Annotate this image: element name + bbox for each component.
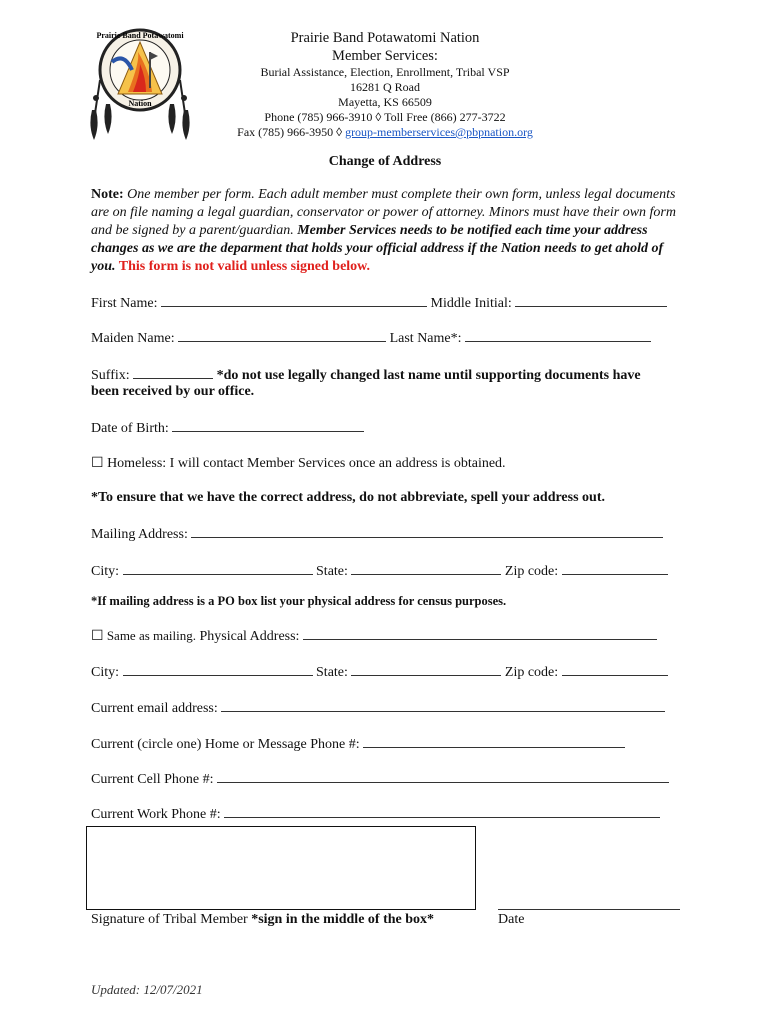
note-warning: This form is not valid unless signed below.	[115, 259, 371, 274]
note-label: Note:	[91, 187, 124, 202]
department: Member Services:	[332, 48, 438, 64]
first-name-label: First Name:	[91, 296, 158, 311]
email-label: Current email address:	[91, 701, 218, 716]
name-row	[91, 294, 680, 312]
zip-field-2[interactable]	[562, 663, 668, 676]
work-row	[91, 805, 680, 823]
state-label-2: State:	[316, 665, 348, 680]
date-line[interactable]	[498, 909, 680, 910]
note-bold: Member Services needs to be notified each time your address changes as we are the deparment that holds your official address if the Nation needs to get ahold of you.	[91, 223, 664, 274]
mailing-address-field[interactable]	[191, 525, 663, 538]
dob-field[interactable]	[172, 419, 364, 432]
city-field[interactable]	[123, 562, 313, 575]
homeless-label: Homeless: I will contact Member Services once an address is obtained.	[103, 456, 506, 471]
dob-row	[91, 419, 680, 437]
cell-row	[91, 770, 680, 788]
suffix-field[interactable]	[133, 366, 213, 379]
zip-label-2: Zip code:	[504, 665, 559, 680]
maiden-name-label: Maiden Name:	[91, 331, 175, 346]
updated-date: Updated: 12/07/2021	[91, 982, 203, 997]
suffix-label: Suffix:	[91, 368, 130, 383]
services-list: Burial Assistance, Election, Enrollment, Tribal VSP	[260, 65, 510, 79]
address-instruction: *To ensure that we have the correct address, do not abbreviate, spell your address out.	[91, 490, 605, 505]
state-field[interactable]	[351, 562, 501, 575]
first-name-field[interactable]	[161, 294, 427, 307]
state-field-2[interactable]	[351, 663, 501, 676]
phone-line: Phone (785) 966-3910 ◊ Toll Free (866) 277-3722	[264, 110, 506, 124]
signature-label: Signature of Tribal Member	[91, 912, 252, 927]
dob-label: Date of Birth:	[91, 421, 169, 436]
same-as-mailing-label: Same as mailing.	[103, 628, 196, 643]
signature-label-row	[91, 912, 680, 928]
fax-text: Fax (785) 966-3950 ◊	[237, 125, 346, 139]
state-label: State:	[316, 564, 348, 579]
org-name: Prairie Band Potawatomi Nation	[290, 30, 480, 46]
logo-bottom-text: Nation	[128, 99, 152, 108]
cell-phone-field[interactable]	[217, 770, 669, 783]
homeless-checkbox[interactable]: ☐	[91, 455, 104, 471]
form-note	[91, 186, 691, 276]
work-phone-label: Current Work Phone #:	[91, 807, 221, 822]
city-row	[91, 562, 680, 580]
address-line-2: Mayetta, KS 66509	[338, 95, 432, 109]
physical-row	[91, 627, 680, 645]
date-label: Date	[498, 912, 525, 927]
homeless-row	[91, 455, 680, 472]
physical-address-label: Physical Address:	[196, 629, 300, 644]
fax-line	[190, 125, 580, 140]
current-phone-label: Current (circle one) Home or Message Phone #:	[91, 737, 360, 752]
same-as-mailing-checkbox[interactable]: ☐	[91, 628, 104, 644]
email-row	[91, 699, 680, 717]
city-field-2[interactable]	[123, 663, 313, 676]
middle-initial-label: Middle Initial:	[430, 296, 512, 311]
signature-instruction: *sign in the middle of the box*	[251, 912, 435, 927]
zip-label: Zip code:	[504, 564, 559, 579]
current-phone-row	[91, 735, 680, 753]
email-link[interactable]: group-memberservices@pbpnation.org	[345, 125, 533, 139]
email-field[interactable]	[221, 699, 665, 712]
middle-initial-field[interactable]	[515, 294, 667, 307]
suffix-note: *do not use legally changed last name until supporting documents have	[216, 368, 641, 383]
po-box-note: *If mailing address is a PO box list your physical address for census purposes.	[91, 594, 507, 608]
city-label-2: City:	[91, 665, 120, 680]
suffix-row	[91, 366, 680, 384]
note-text: One member per form. Each adult member must complete their own form, unless legal documents are on file naming a legal guardian, conservator or power of attorney. Minors must have their own form and be signed by a parent/guardian.	[91, 187, 676, 238]
last-name-field[interactable]	[465, 329, 651, 342]
last-name-label: Last Name*:	[389, 331, 462, 346]
nation-seal-logo	[88, 22, 192, 144]
physical-address-field[interactable]	[303, 627, 657, 640]
signature-box[interactable]	[86, 826, 476, 910]
address-line-1: 16281 Q Road	[350, 80, 420, 94]
mailing-row	[91, 525, 680, 543]
zip-field[interactable]	[562, 562, 668, 575]
mailing-address-label: Mailing Address:	[91, 527, 188, 542]
current-phone-field[interactable]	[363, 735, 625, 748]
suffix-note-cont: been received by our office.	[91, 384, 255, 399]
cell-phone-label: Current Cell Phone #:	[91, 772, 214, 787]
maiden-name-field[interactable]	[178, 329, 386, 342]
work-phone-field[interactable]	[224, 805, 660, 818]
maiden-row	[91, 329, 680, 347]
form-title: Change of Address	[328, 154, 442, 169]
logo-top-text: Prairie Band Potawatomi	[96, 31, 184, 40]
city-row-2	[91, 663, 680, 681]
city-label: City:	[91, 564, 120, 579]
